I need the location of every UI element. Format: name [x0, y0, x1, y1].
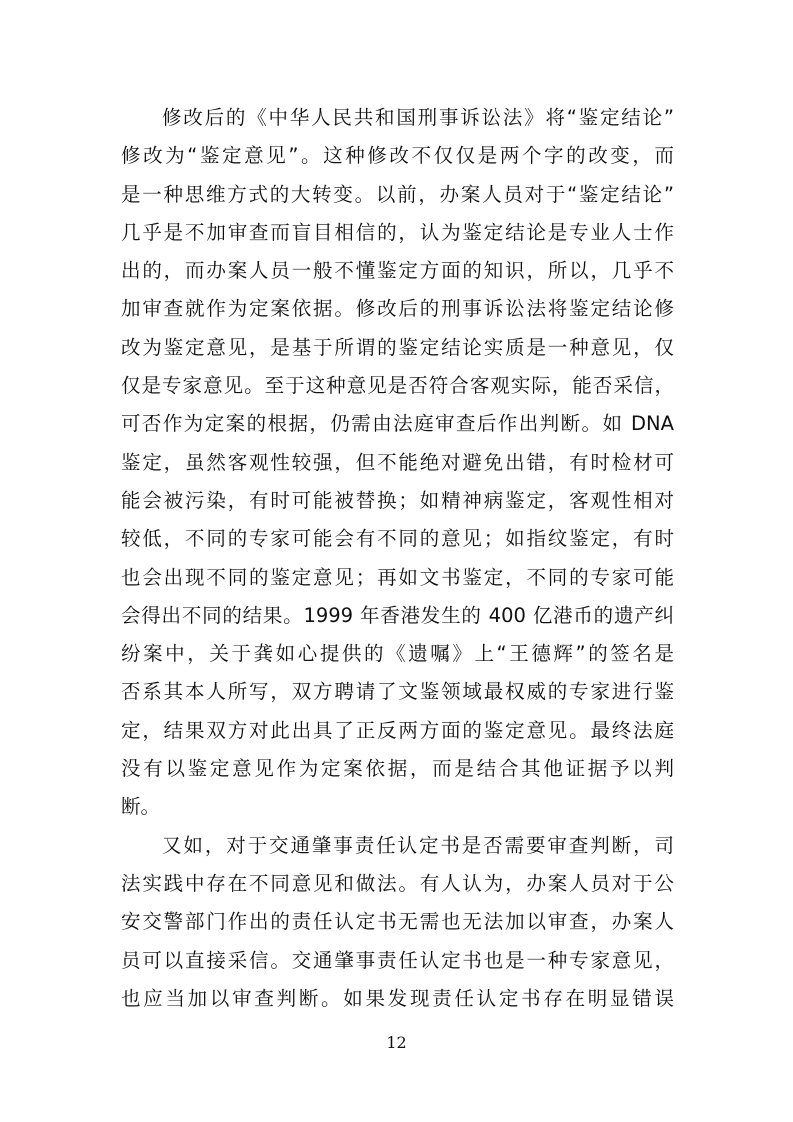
- paragraph-2-line: 又如，对于交通肇事责任认定书是否需要审查判断，司: [162, 833, 674, 857]
- paragraph-1-line: 纷案中，关于龚如心提供的《遗嘱》上“王德辉”的签名是: [121, 642, 674, 666]
- paragraph-1-line: 修改后的《中华人民共和国刑事诉讼法》将“鉴定结论”: [162, 106, 674, 129]
- paragraph-2-line: 法实践中存在不同意见和做法。有人认为，办案人员对于公: [121, 871, 674, 895]
- paragraph-1-line: 断。: [121, 795, 161, 819]
- paragraph-2-line: 安交警部门作出的责任认定书无需也无法加以审查，办案人: [121, 910, 674, 934]
- paragraph-1-line: 较低，不同的专家可能会有不同的意见；如指纹鉴定，有时: [121, 527, 674, 551]
- paragraph-1-line: 是一种思维方式的大转变。以前，办案人员对于“鉴定结论”: [121, 182, 674, 206]
- paragraph-1-line: 也会出现不同的鉴定意见；再如文书鉴定，不同的专家可能: [121, 565, 674, 589]
- paragraph-2-line: 也应当加以审查判断。如果发现责任认定书存在明显错误: [121, 986, 674, 1010]
- paragraph-1-line: 可否作为定案的根据，仍需由法庭审查后作出判断。如 DNA: [121, 412, 674, 436]
- paragraph-1-line: 仅是专家意见。至于这种意见是否符合客观实际，能否采信，: [121, 374, 674, 398]
- paragraph-1-line: 否系其本人所写，双方聘请了文鉴领域最权威的专家进行鉴: [121, 680, 674, 704]
- paragraph-1-line: 几乎是不加审查而盲目相信的，认为鉴定结论是专业人士作: [121, 220, 674, 244]
- paragraph-1-line: 没有以鉴定意见作为定案依据，而是结合其他证据予以判: [121, 757, 674, 781]
- paragraph-1-line: 定，结果双方对此出具了正反两方面的鉴定意见。最终法庭: [121, 718, 674, 742]
- paragraph-1-line: 会得出不同的结果。1999 年香港发生的 400 亿港币的遗产纠: [121, 603, 674, 627]
- paragraph-1-line: 能会被污染，有时可能被替换；如精神病鉴定，客观性相对: [121, 488, 674, 512]
- paragraph-1-line: 鉴定，虽然客观性较强，但不能绝对避免出错，有时检材可: [121, 450, 674, 474]
- paragraph-1-line: 改为鉴定意见，是基于所谓的鉴定结论实质是一种意见，仅: [121, 335, 674, 359]
- body-text: [121, 99, 674, 1018]
- paragraph-2-line: 员可以直接采信。交通肇事责任认定书也是一种专家意见，: [121, 948, 674, 972]
- paragraph-1-line: 出的，而办案人员一般不懂鉴定方面的知识，所以，几乎不: [121, 259, 674, 283]
- paragraph-1-line: 修改为“鉴定意见”。这种修改不仅仅是两个字的改变，而: [121, 144, 674, 168]
- page-number: 12: [386, 1033, 407, 1052]
- paragraph-1-line: 加审查就作为定案依据。修改后的刑事诉讼法将鉴定结论修: [121, 297, 674, 321]
